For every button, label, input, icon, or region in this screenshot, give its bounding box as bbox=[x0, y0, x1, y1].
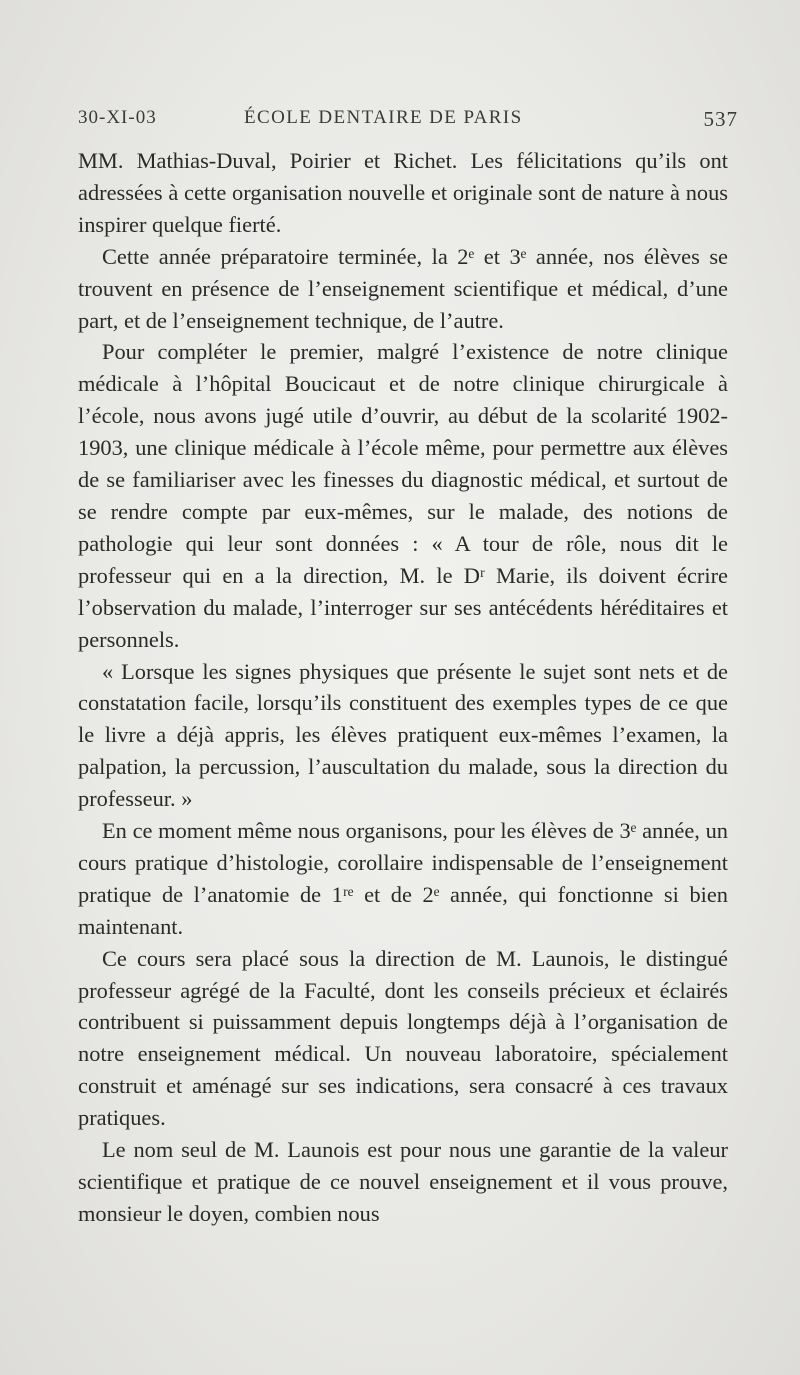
paragraph: En ce moment même nous organisons, pour les élèves de 3ᵉ année, un cours pratique d’histologie, corollaire indispensable de l’enseignement pratique de l’anatomie de 1ʳᵉ et de 2ᵉ année, qui fonctionne si bien maintenant. bbox=[78, 818, 728, 939]
running-head bbox=[78, 107, 738, 135]
body-text bbox=[78, 145, 728, 1230]
paragraph-continued: MM. Mathias-Duval, Poirier et Richet. Les félicitations qu’ils ont adressées à cette organisation nouvelle et originale sont de nature à nous inspirer quelque fierté. bbox=[78, 148, 728, 237]
paragraph: Le nom seul de M. Launois est pour nous une garantie de la valeur scientifique et pratique de ce nouvel enseignement et il vous prouve, monsieur le doyen, combien nous bbox=[78, 1137, 728, 1226]
paragraph: Pour compléter le premier, malgré l’existence de notre clinique médicale à l’hôpital Boucicaut et de notre clinique chirurgicale à l’école, nous avons jugé utile d’ouvrir, au début de la scolarité 1902-1903, une clinique médicale à l’école même, pour permettre aux élèves de se familiariser avec les finesses du diagnostic médical, et surtout de se rendre compte par eux-mêmes, sur le malade, des notions de pathologie qui leur sont données : « A tour de rôle, nous dit le professeur qui en a la direction, M. le Dʳ Marie, ils doivent écrire l’observation du malade, l’interroger sur ses antécédents héréditaires et personnels. bbox=[78, 339, 728, 652]
header-date: 30-XI-03 bbox=[78, 107, 157, 128]
paragraph: Ce cours sera placé sous la direction de M. Launois, le distingué professeur agrégé de la Faculté, dont les conseils précieux et éclairés contribuent si puissamment depuis longtemps déjà à l’organisation de notre enseignement médical. Un nouveau laboratoire, spécialement construit et aménagé sur ses indications, sera consacré à ces travaux pratiques. bbox=[78, 945, 728, 1131]
paragraph: Cette année préparatoire terminée, la 2ᵉ et 3ᵉ année, nos élèves se trouvent en présence de l’enseignement scientifique et médical, d’une part, et de l’enseignement technique, de l’autre. bbox=[78, 243, 728, 333]
paragraph-quotation: « Lorsque les signes physiques que présente le sujet sont nets et de constatation facile, lorsqu’ils constituent des exemples types de ce que le livre a déjà appris, les élèves pratiquent eux-mêmes l’examen, la palpation, la percussion, l’auscultation du malade, sous la direction du professeur. » bbox=[78, 658, 728, 812]
header-title: ÉCOLE DENTAIRE DE PARIS bbox=[244, 107, 523, 128]
page-number: 537 bbox=[703, 107, 738, 131]
